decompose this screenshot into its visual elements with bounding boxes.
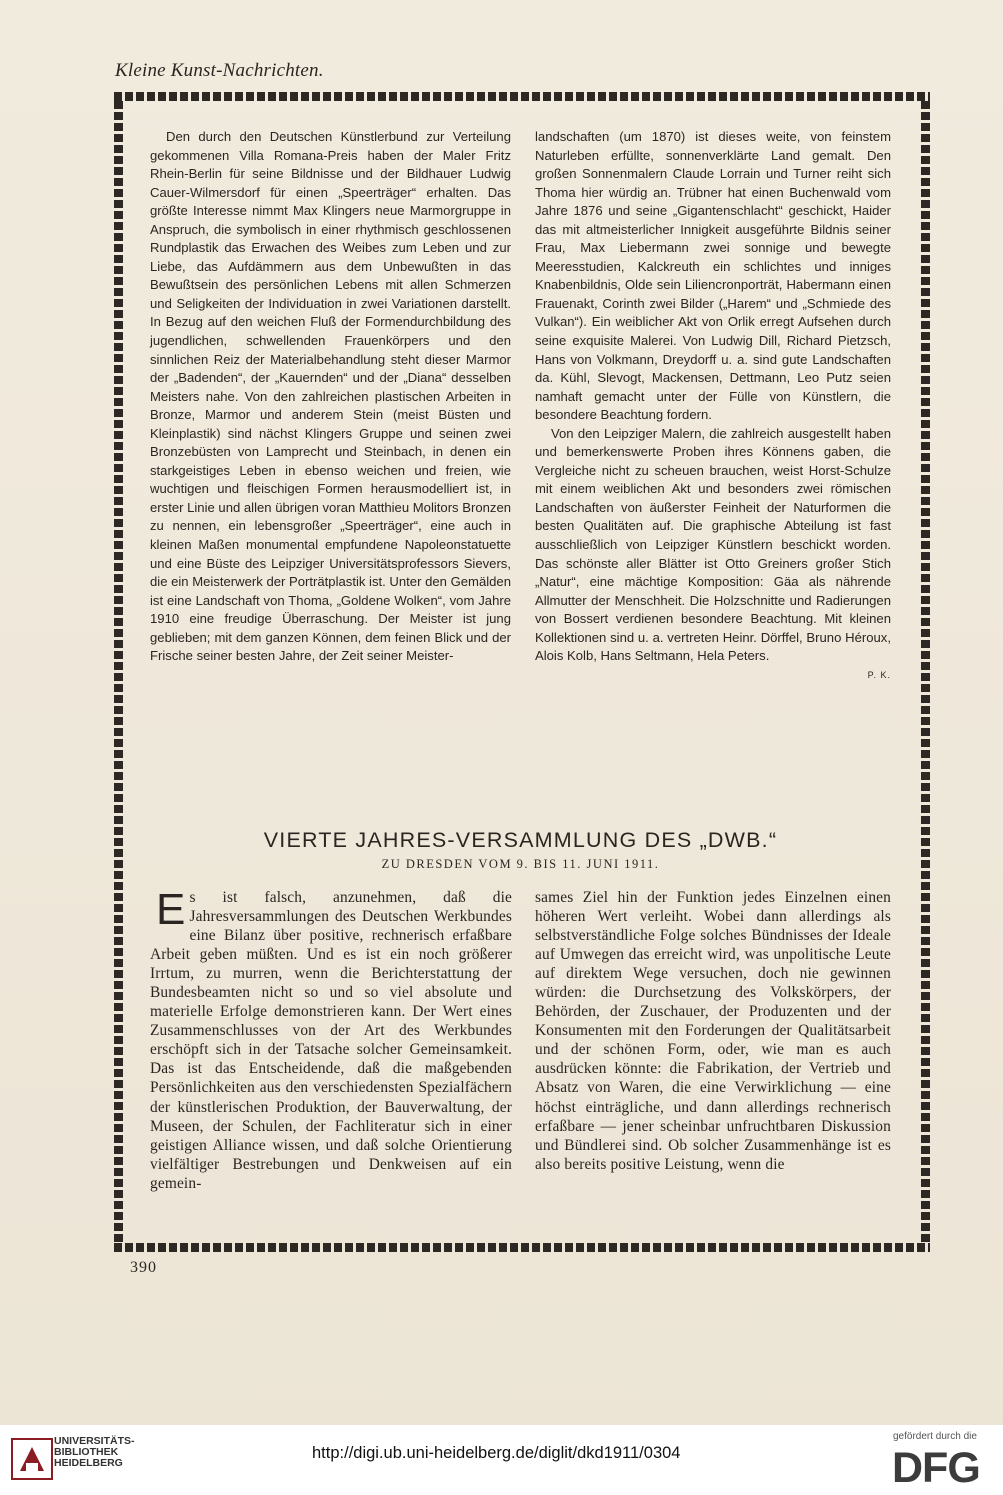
running-head: Kleine Kunst-Nachrichten. bbox=[115, 60, 324, 81]
report-paragraph bbox=[150, 885, 512, 1193]
border-left bbox=[114, 101, 123, 1243]
article-paragraph: Den durch den Deutschen Künstlerbund zur Verteilung gekommenen Villa Romana-Preis haben der Maler Fritz Rhein-Berlin für seine Bildnisse und der Bildhauer Ludwig Cauer-Wilmersdorf für einen „Speerträger“ erhalten. Das größte Interesse nimmt Max Klingers neue Marmorgruppe in Anspruch, die symbolisch in einer rhythmisch geschlossenen Rundplastik das Erwachen des Weibes zum Leben und zur Liebe, das Aufdämmern aus dem Unbewußten in das Bewußtsein des persönlichen Lebens mit allen Schmerzen und Seligkeiten der Individuation in zwei Variationen darstellt. In Bezug auf den weichen Fluß der Formendurchbildung des jugendlichen, schwellenden Frauenkörpers und den sinnlichen Reiz der Materialbehandlung steht dieser Marmor der „Badenden“, der „Kauernden“ und der „Diana“ desselben Meisters nahe. Von den zahlreichen plastischen Arbeiten in Bronze, Marmor und anderem Stein (meist Büsten und Kleinplastik) sind nächst Klingers Gruppe und seinen zwei Bronzebüsten von Lamprecht und Steinbach, in denen ein starkgeistiges Leben in ebenso weichen und freien, wie wuchtigen und fleischigen Formen herausmodelliert ist, in erster Linie und allen übrigen voran Matthieu Molitors Bronzen zu nennen, ein lebensgroßer „Speerträger“, eine auch in kleinen Maßen monumental empfundene Napoleonstatuette und eine Büste des Leipziger Universitätsprofessors Sievers, die ein Meisterwerk der Porträtplastik ist. Unter den Gemälden ist eine Landschaft von Thoma, „Goldene Wolken“, vom Jahre 1910 eine freudige Überraschung. Der Meister ist jung geblieben; mit dem ganzen Können, dem feinen Blick und der Frische seiner besten Jahre, der Zeit seiner Meister- bbox=[150, 129, 512, 664]
library-line: HEIDELBERG bbox=[54, 1457, 123, 1469]
article-left-column bbox=[150, 128, 511, 666]
section-title: VIERTE JAHRES-VERSAMMLUNG DES „DWB.“ bbox=[263, 828, 778, 852]
article-paragraph: landschaften (um 1870) ist dieses weite, von feinstem Naturleben erfüllte, sonnenverklärte Land gemalt. Den großen Sonnenmalern Claude Lorrain und Turner reiht sich Thoma hier würdig an. Trübner hat einen Buchenwald vom Jahre 1876 und seine „Gigantenschlacht“ geschickt, Haider das mit altmeisterlicher Innigkeit ausgeführte Bildnis seiner Frau, Max Liebermann zwei sonnige und bewegte Meeresstudien, Kalckreuth ein schlichtes und inniges Knabenbildnis, Olde sein Liliencronporträt, Habermann einen Frauenakt, Corinth zwei Bilder („Harem“ und „Schmiede des Vulkan“). Ein weiblicher Akt von Orlik erregt Aufsehen durch seine exquisite Malerei. Von Ludwig Dill, Richard Pietzsch, Hans von Volkmann, Dreydorff u. a. sind gute Landschaften da. Kühl, Slevogt, Mackensen, Dettmann, Leo Putz seien namhaft gemacht unter der Fülle von Künstlern, die besondere Beachtung fordern. bbox=[535, 129, 891, 423]
library-line: BIBLIOTHEK bbox=[54, 1446, 119, 1458]
article-right-column bbox=[535, 128, 891, 684]
drop-cap: E bbox=[156, 885, 186, 934]
source-url-link[interactable]: http://digi.ub.uni-heidelberg.de/diglit/dkd1911/0304 bbox=[312, 1444, 681, 1462]
article-paragraph: Von den Leipziger Malern, die zahlreich ausgestellt haben und bemerkenswerte Proben ihres Könnens gaben, die Vergleiche nicht zu scheuen brauchen, weist Horst-Schulze mit einem weiblichen Akt und besonders zwei römischen Landschaften von äußerster Feinheit der Naturformen die besten Qualitäten auf. Die graphische Abteilung ist fast ausschließlich von Leipziger Künstlern beschickt worden. Das schönste aller Blätter ist Otto Greiners großer Stich „Natur“, eine mächtige Komposition: Gäa als nährende Allmutter der Menschheit. Die Holzschnitte und Radierungen von Bossert verdienen besondere Beachtung. Mit kleinen Kollektionen sind u. a. vertreten Heinr. Dörffel, Bruno Héroux, Alois Kolb, Hans Seltmann, Hela Peters. bbox=[535, 425, 891, 664]
library-line: UNIVERSITÄTS- bbox=[54, 1435, 135, 1447]
footer-bar bbox=[0, 1425, 1003, 1495]
report-text: s ist falsch, anzunehmen, daß die Jahresversammlungen des Deutschen Werkbundes eine Bilanz über positive, rechnerisch erfaßbare Arbeit geben müßten. Und es ist ein noch größerer Irrtum, zu murren, wenn die Berichterstattung der Bundesbeamten nicht so und so viel absolute und materielle Erfolge demonstrieren kann. Der Wert eines Zusammenschlusses von der Art des Werkbundes erschöpft sich in der Tatsache solcher Gemeinsamkeit. Das ist das Entscheidende, daß die maßgebenden Persönlichkeiten aus den verschiedensten Spezialfächern der künstlerischen Produktion, der Bauverwaltung, der Museen, der Schulen, der Fachliteratur sich in einer geistigen Alliance wissen, und daß solche Orientierung vielfältiger Bestrebungen und Denkweisen auf ein gemein- bbox=[150, 889, 512, 1192]
border-bottom bbox=[114, 1243, 930, 1252]
report-right-column bbox=[535, 888, 891, 1174]
library-name bbox=[54, 1436, 135, 1469]
border-top bbox=[114, 92, 930, 101]
dfg-caption: gefördert durch die bbox=[893, 1431, 977, 1442]
dfg-logo: DFG bbox=[892, 1444, 980, 1492]
report-text: sames Ziel hin der Funktion jedes Einzelnen einen höheren Wert verleiht. Wobei dann allerdings als selbstverständliche Folge solches Bündnisses der Ideale auf Umwegen das erreicht wird, was unpolitische Leute auf direktem Wege versuchen, doch nie gewinnen würden: die Durchsetzung des Volkskörpers, der Behörden, der Zuschauer, der Produzenten und der Konsumenten mit den Forderungen der Qualitätsarbeit und der schönen Form, oder, wie man es auch ausdrücken könnte: die Fabrikation, der Vertrieb und Absatz von Waren, die eine Verwirklichung — eine höchst einträgliche, und dann allerdings rechnerisch erfaßbare — jener scheinbar unfruchtbaren Diskussion und Bündlerei sind. Ob solcher Zusammenhänge ist es also bereits positive Leistung, wenn die bbox=[535, 889, 891, 1173]
section-heading bbox=[150, 828, 891, 872]
section-subtitle: ZU DRESDEN VOM 9. BIS 11. JUNI 1911. bbox=[381, 857, 660, 871]
page-number: 390 bbox=[130, 1259, 157, 1276]
border-right bbox=[921, 101, 930, 1243]
report-left-column bbox=[150, 885, 512, 1193]
author-initials: P. K. bbox=[867, 669, 891, 680]
